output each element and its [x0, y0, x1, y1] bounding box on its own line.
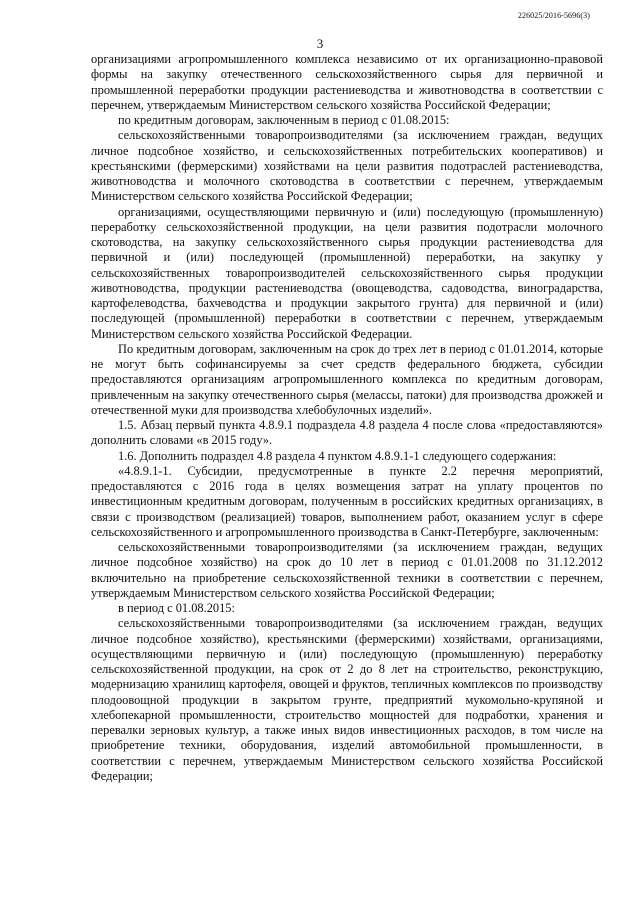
paragraph-10: в период с 01.08.2015: [118, 601, 235, 615]
paragraph-5: По кредитным договорам, заключенным на срок до трех лет в период с 01.01.2014, которые не могут быть софинансируемы за счет средств федерального бюджета, субсидии предоставляются организациям агропромышленного комплекса по кредитным договорам, привлеченным на закупку отечественного сырья (мелассы, патоки) для производства дрожжей и отечественной муки для производства хлебобулочных изделий». [91, 341, 603, 417]
paragraph-4: организациями, осуществляющими первичную и (или) последующую (промышленную) переработку сельскохозяйственной продукции, на цели развития подотрасли молочного скотоводства, на закупку сельскохозяйственного сырья продукции растениеводства для первичной и (или) последующей (промышленной) переработки, на закупку у сельскохозяйственных товаропроизводителей сельскохозяйственного сырья продукции животноводства, продукции растениеводства (овощеводства, садоводства, виноградарства, картофелеводства, бахчеводства и продукции закрытого грунта) для первичной и (или) последующей (промышленной) переработки в соответствии с перечнем, утверждаемым Министерством сельского хозяйства Российской Федерации. [91, 204, 603, 341]
paragraph-3: сельскохозяйственными товаропроизводителями (за исключением граждан, ведущих личное подсобное хозяйство, и сельскохозяйственных потребительских кооперативов) и крестьянскими (фермерскими) хозяйствами на цели развития подотраслей растениеводства, животноводства и молочного скотоводства в соответствии с перечнем, утверждаемым Министерством сельского хозяйства Российской Федерации; [91, 128, 603, 204]
paragraph-6: 1.5. Абзац первый пункта 4.8.9.1 подраздела 4.8 раздела 4 после слова «предоставляются» дополнить словами «в 2015 году». [91, 418, 603, 448]
paragraph-11: сельскохозяйственными товаропроизводителями (за исключением граждан, ведущих личное подсобное хозяйство), крестьянскими (фермерскими) хозяйствами, организациями, осуществляющими первичную и (или) последующую (промышленную) переработку сельскохозяйственной продукции, на срок от 2 до 8 лет на строительство, реконструкцию, модернизацию хранилищ картофеля, овощей и фруктов, тепличных комплексов по производству плодоовощной продукции в закрытом грунте, предприятий мукомольно-крупяной и хлебопекарной промышленности, строительство мощностей для подработки, хранения и перевалки зерновых культур, а также иных видов инвестиционных расходов, в том числе на приобретение техники, оборудования, изделий автомобильной промышленности, в соответствии с перечнем, утверждаемым Министерством сельского хозяйства Российской Федерации; [91, 616, 603, 783]
paragraph-9: сельскохозяйственными товаропроизводителями (за исключением граждан, ведущих личное подсобное хозяйство) на срок до 10 лет в период с 01.01.2008 по 31.12.2012 включительно на приобретение сельскохозяйственной техники в соответствии с перечнем, утверждаемым Министерством сельского хозяйства Российской Федерации; [91, 540, 603, 600]
page-number: 3 [316, 36, 324, 51]
document-id: 226025/2016-5696(3) [517, 11, 590, 20]
paragraph-8: «4.8.9.1-1. Субсидии, предусмотренные в пункте 2.2 перечня мероприятий, предоставляются с 2016 года в целях возмещения затрат на уплату процентов по инвестиционным кредитным договорам, полученным в российских кредитных организациях, в связи с производством (реализацией) товаров, выполнением работ, оказанием услуг в сфере сельскохозяйственного и агропромышленного производства в Санкт-Петербурге, заключенным: [91, 463, 603, 539]
document-body [91, 52, 603, 784]
paragraph-1: организациями агропромышленного комплекса независимо от их организационно-правовой формы на закупку отечественного сельскохозяйственного сырья для первичной и промышленной переработки продукции растениеводства и животноводства в соответствии с перечнем, утверждаемым Министерством сельского хозяйства Российской Федерации; [91, 52, 603, 112]
paragraph-7: 1.6. Дополнить подраздел 4.8 раздела 4 пунктом 4.8.9.1-1 следующего содержания: [118, 448, 557, 463]
paragraph-2: по кредитным договорам, заключенным в период с 01.08.2015: [118, 113, 450, 127]
